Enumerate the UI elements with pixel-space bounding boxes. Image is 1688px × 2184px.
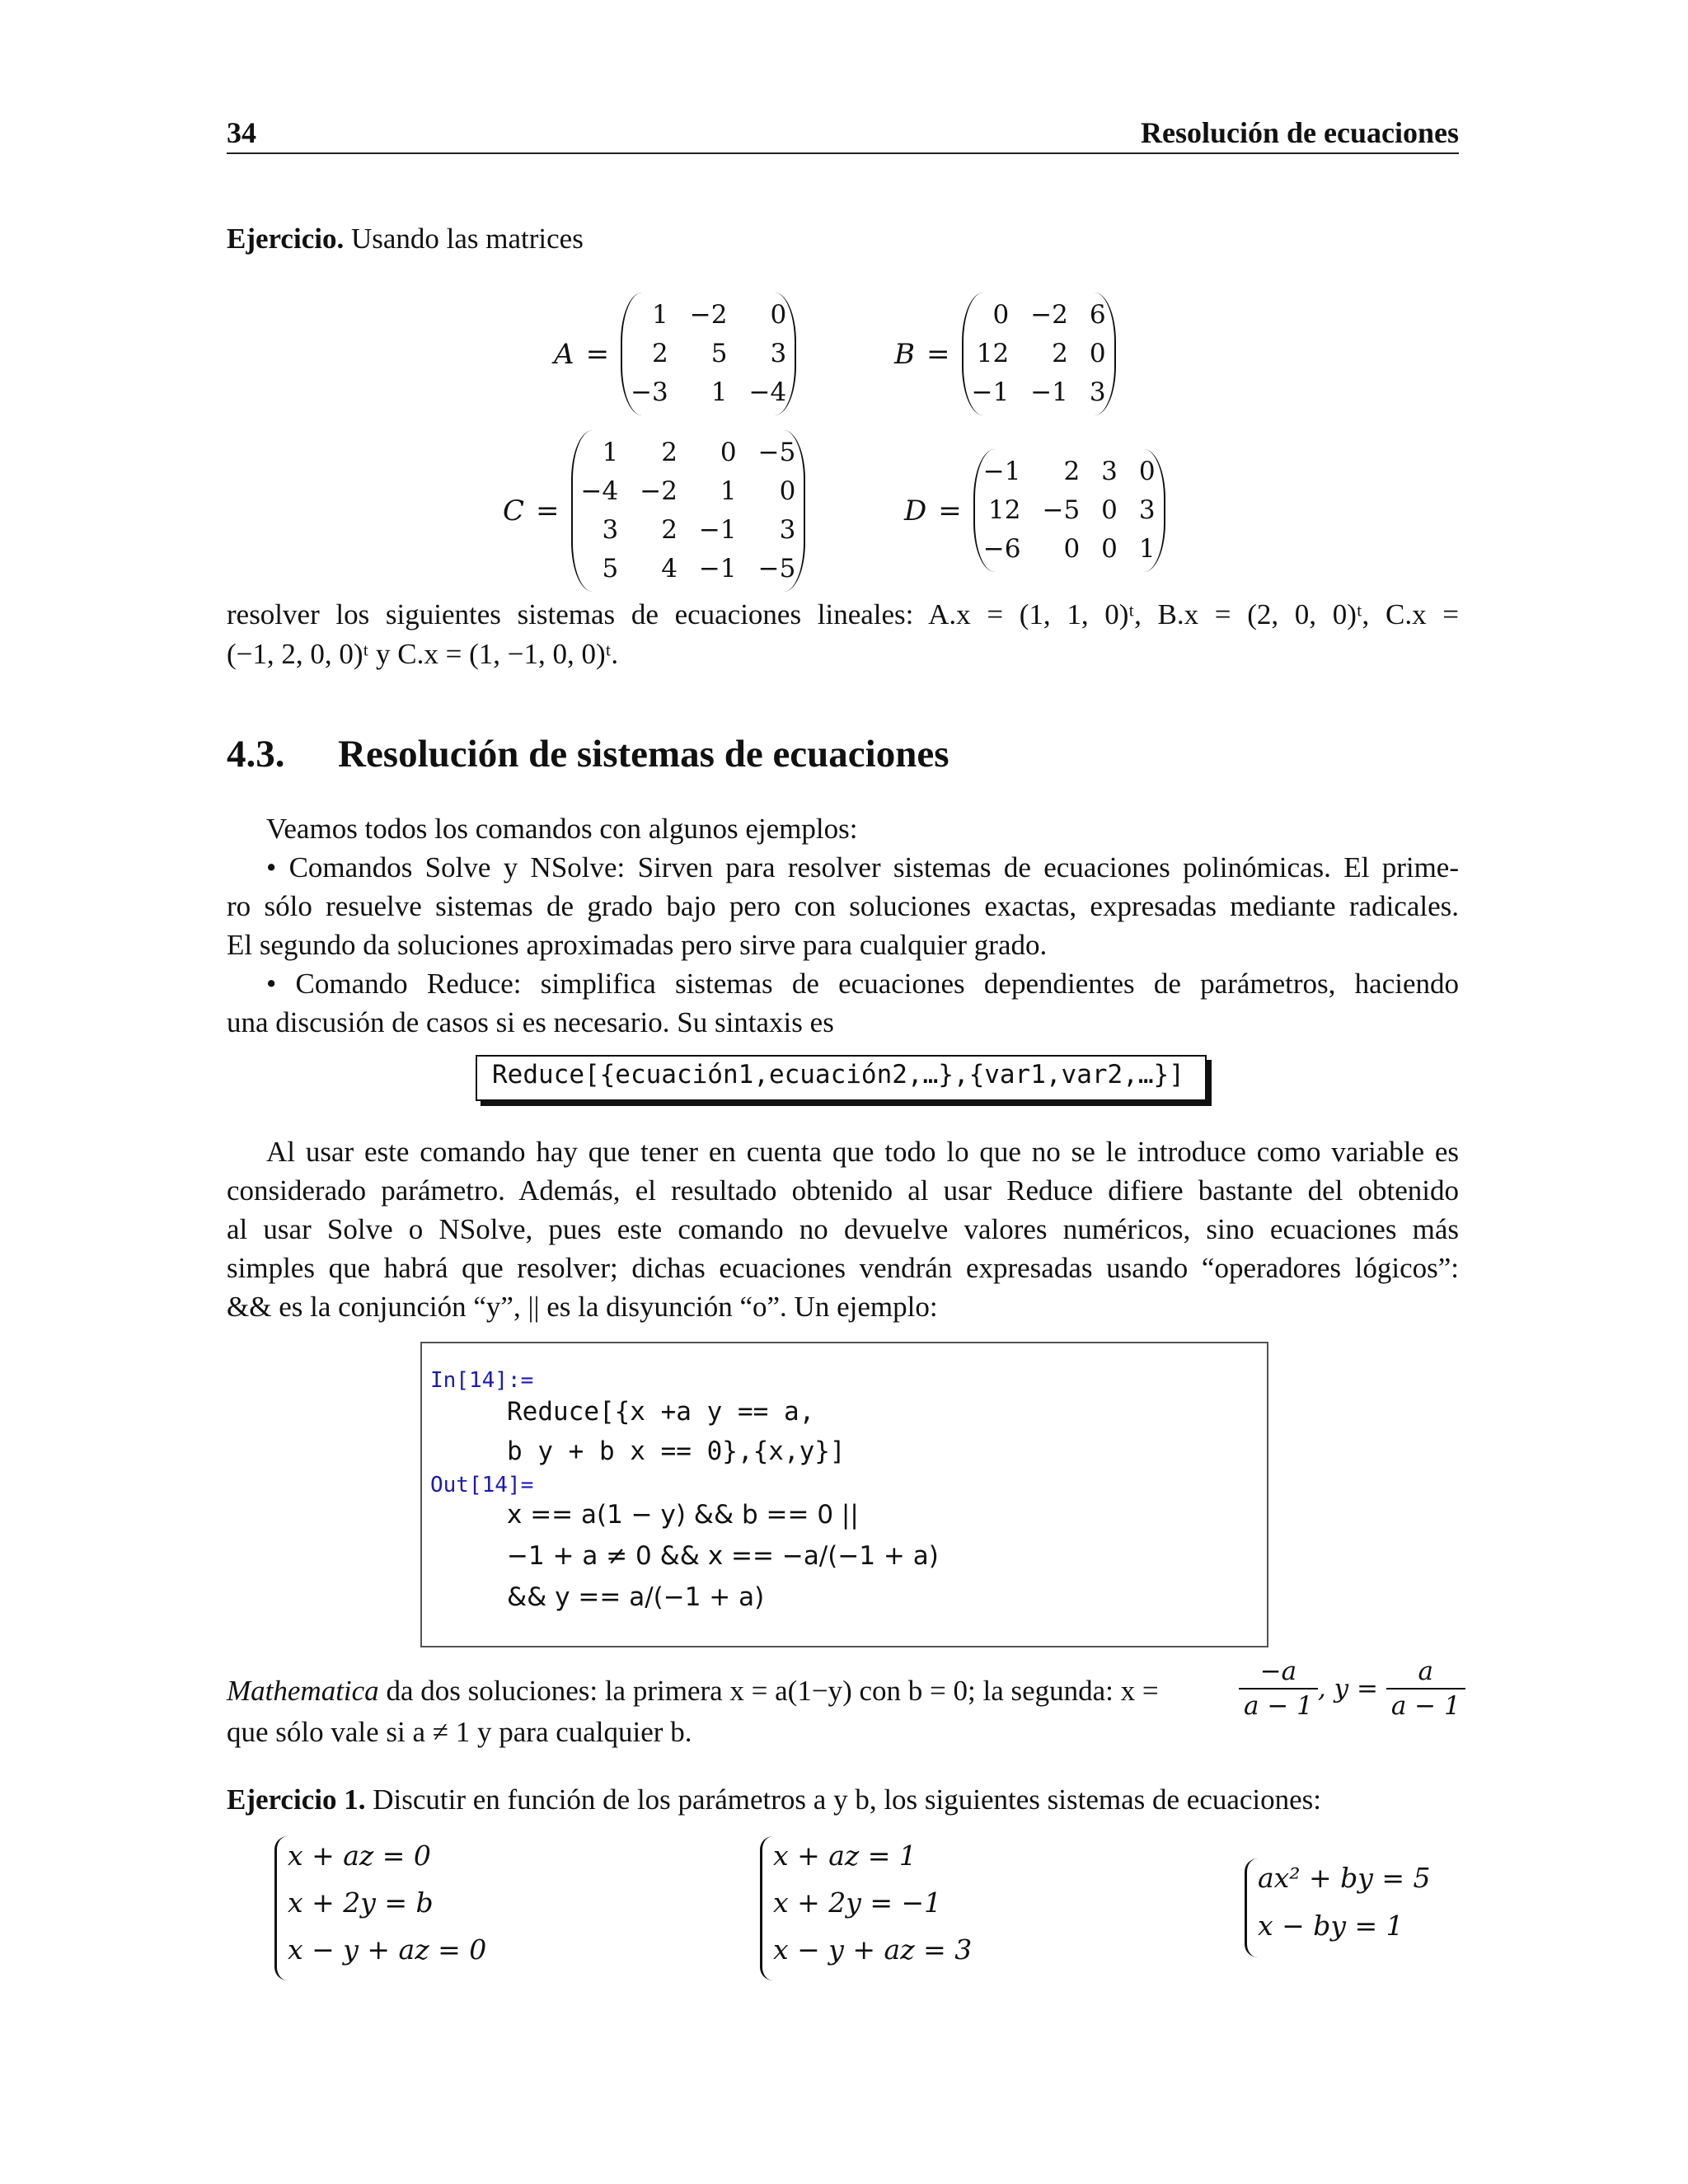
matrix-name: D — [904, 494, 927, 527]
matrix-brackets — [571, 430, 806, 592]
output-prompt: Out[14]= — [430, 1473, 534, 1497]
fraction-numerator: −a — [1239, 1655, 1318, 1690]
matrix-b — [894, 293, 1116, 415]
paragraph-line: • Comando Reduce: simplifica sistemas de ecuaciones dependientes de parámetros, haciendo — [266, 968, 1459, 1000]
matrix-cell: 2 — [652, 339, 668, 368]
brace — [1245, 1858, 1259, 1957]
equation: x − by = 1 — [1258, 1910, 1404, 1942]
software-name: Mathematica — [227, 1675, 379, 1707]
equation: x + 2y = b — [288, 1886, 434, 1919]
equation: x − y + az = 3 — [773, 1933, 973, 1966]
matrix-cell: −2 — [640, 476, 678, 506]
matrix-cell: 1 — [602, 438, 619, 467]
equals-sign: = — [938, 494, 962, 527]
matrix-name: A — [554, 337, 574, 371]
matrix-cell: −1 — [698, 554, 737, 583]
paragraph-line: El segundo da soluciones aproximadas pero sirve para cualquier grado. — [227, 929, 1048, 961]
matrix-cell: −6 — [982, 534, 1021, 564]
equation: x + az = 1 — [773, 1840, 917, 1872]
brace — [274, 1836, 288, 1980]
matrix-cell: −1 — [1030, 377, 1068, 407]
paragraph-line: Veamos todos los comandos con algunos ejemplos: — [266, 813, 858, 845]
syntax-box — [476, 1055, 1207, 1101]
result-text: da dos soluciones: la primera x = a(1−y) con b = 0; la segunda: x = — [378, 1675, 1159, 1707]
page-number: 34 — [227, 116, 256, 149]
exercise1 — [227, 1780, 1321, 1819]
matrix-c — [503, 430, 805, 592]
fraction-denominator: a − 1 — [1390, 1691, 1461, 1721]
matrix-cell: 1 — [720, 476, 737, 506]
output-line: && y == a/(−1 + a) — [507, 1582, 765, 1612]
running-title: Resolución de ecuaciones — [1141, 116, 1459, 149]
syntax-text: Reduce[{ecuación1,ecuación2,…},{var1,var2,…}] — [492, 1060, 1184, 1090]
matrix-name: B — [894, 337, 915, 371]
exercise-text-line: (−1, 2, 0, 0)ᵗ y C.x = (1, −1, 0, 0)ᵗ. — [227, 638, 619, 670]
equals-sign: = — [926, 337, 950, 371]
equation: x − y + az = 0 — [288, 1933, 487, 1966]
equation-system-3 — [1245, 1858, 1467, 1957]
matrix-cell: 2 — [1063, 457, 1081, 486]
matrix-cell: 1 — [652, 300, 668, 330]
matrix-cell: −1 — [982, 457, 1021, 486]
output-line: −1 + a ≠ 0 && x == −a/(−1 + a) — [507, 1541, 939, 1571]
notebook-cell — [420, 1342, 1268, 1647]
solution-fractions — [1239, 1655, 1465, 1722]
matrix-cell: −3 — [631, 377, 668, 407]
paragraph-line: • Comandos Solve y NSolve: Sirven para resolver sistemas de ecuaciones polinómicas. El prime- — [266, 851, 1459, 883]
fraction-y — [1386, 1655, 1465, 1722]
matrix-cell: 3 — [1089, 377, 1106, 407]
matrix-cell: 0 — [720, 438, 737, 467]
input-code-line[interactable]: b y + b x == 0},{x,y}] — [507, 1436, 846, 1466]
equation: x + az = 0 — [288, 1840, 431, 1872]
header-rule — [227, 152, 1459, 154]
matrix-cell: 2 — [661, 438, 678, 467]
matrix-cell: −1 — [698, 515, 737, 545]
input-prompt: In[14]:= — [430, 1368, 534, 1393]
paragraph-line: una discusión de casos si es necesario. Su sintaxis es — [227, 1006, 834, 1038]
matrix-cell: 0 — [779, 476, 796, 506]
result-line: que sólo vale si a ≠ 1 y para cualquier b. — [227, 1716, 692, 1748]
matrix-cell: −1 — [971, 377, 1010, 407]
result-line — [227, 1671, 1159, 1710]
matrix-a — [554, 293, 796, 415]
paragraph-line: && es la conjunción “y”, || es la disyunción “o”. Un ejemplo: — [227, 1291, 938, 1323]
matrix-grid — [983, 452, 1156, 569]
matrix-cell: −5 — [757, 554, 796, 583]
matrix-cell: 0 — [1138, 457, 1156, 486]
matrix-cell: −5 — [1042, 495, 1081, 525]
matrix-cell: 1 — [1138, 534, 1156, 564]
fraction-numerator: a — [1386, 1655, 1465, 1690]
equation-system-2 — [760, 1836, 1024, 1980]
matrix-grid — [581, 434, 796, 588]
exercise1-label: Ejercicio 1. — [227, 1783, 366, 1816]
paragraph-line: ro sólo resuelve sistemas de grado bajo pero con soluciones exactas, expresadas mediante radicales. — [227, 890, 1459, 922]
matrix-cell: −5 — [757, 438, 796, 467]
matrix-name: C — [503, 494, 525, 527]
fraction-x — [1239, 1655, 1318, 1722]
exercise-label: Ejercicio. — [227, 223, 345, 255]
paragraph-line: simples que habrá que resolver; dichas ecuaciones vendrán expresadas usando “operadores lógicos”: — [227, 1252, 1459, 1284]
input-code-line[interactable]: Reduce[{x +a y == a, — [507, 1397, 815, 1427]
matrix-cell: 12 — [976, 339, 1010, 368]
equals-sign: = — [585, 337, 610, 371]
equals-sign: = — [536, 494, 560, 527]
equation-system-1 — [274, 1836, 538, 1980]
matrix-cell: 3 — [779, 515, 796, 545]
matrix-brackets — [962, 293, 1116, 415]
matrix-cell: 3 — [1101, 457, 1118, 486]
matrix-cell: −2 — [689, 300, 728, 330]
matrix-cell: 4 — [661, 554, 678, 583]
paragraph-line: al usar Solve o NSolve, pues este comando no devuelve valores numéricos, sino ecuaciones más — [227, 1213, 1459, 1245]
matrix-cell: 0 — [1063, 534, 1081, 564]
fraction-denominator: a − 1 — [1244, 1691, 1313, 1721]
brace — [760, 1836, 774, 1980]
exercise-text-line: resolver los siguientes sistemas de ecuaciones lineales: A.x = (1, 1, 0)ᵗ, B.x = (2, 0, 0)ᵗ, C.x = — [227, 598, 1459, 630]
fraction-separator: , y = — [1317, 1674, 1378, 1704]
equation: x + 2y = −1 — [773, 1886, 942, 1919]
section-number: 4.3. — [227, 733, 285, 776]
output-line: x == a(1 − y) && b == 0 || — [507, 1500, 859, 1530]
exercise1-text: Discutir en función de los parámetros a y b, los siguientes sistemas de ecuaciones: — [373, 1783, 1322, 1816]
matrix-cell: 5 — [710, 339, 728, 368]
matrix-cell: 6 — [1089, 300, 1106, 330]
matrix-cell: 3 — [1138, 495, 1156, 525]
matrix-cell: 3 — [602, 515, 619, 545]
matrix-cell: −4 — [748, 377, 787, 407]
matrix-cell: 2 — [661, 515, 678, 545]
matrix-brackets — [621, 293, 796, 415]
section-title: Resolución de sistemas de ecuaciones — [338, 733, 950, 776]
matrix-brackets — [973, 449, 1165, 572]
matrix-grid — [972, 296, 1106, 412]
equation: ax² + by = 5 — [1258, 1862, 1431, 1894]
matrix-cell: −4 — [580, 476, 619, 506]
matrix-cell: 0 — [992, 300, 1010, 330]
matrix-cell: 0 — [1101, 534, 1118, 564]
matrix-cell: −2 — [1030, 300, 1068, 330]
matrix-cell: 3 — [770, 339, 787, 368]
paragraph-line: Al usar este comando hay que tener en cuenta que todo lo que no se le introduce como variable es — [266, 1136, 1459, 1168]
matrix-d — [904, 449, 1165, 572]
exercise-intro — [227, 219, 584, 258]
matrix-cell: 0 — [1101, 495, 1118, 525]
matrix-cell: 0 — [770, 300, 787, 330]
matrix-grid — [631, 296, 786, 412]
matrix-cell: 12 — [988, 495, 1021, 525]
exercise-intro-text: Usando las matrices — [350, 223, 584, 255]
matrix-cell: 1 — [710, 377, 728, 407]
matrix-cell: 0 — [1089, 339, 1106, 368]
matrix-cell: 2 — [1052, 339, 1068, 368]
paragraph-line: considerado parámetro. Además, el resultado obtenido al usar Reduce difiere bastante del obtenido — [227, 1174, 1459, 1207]
matrix-cell: 5 — [602, 554, 619, 583]
